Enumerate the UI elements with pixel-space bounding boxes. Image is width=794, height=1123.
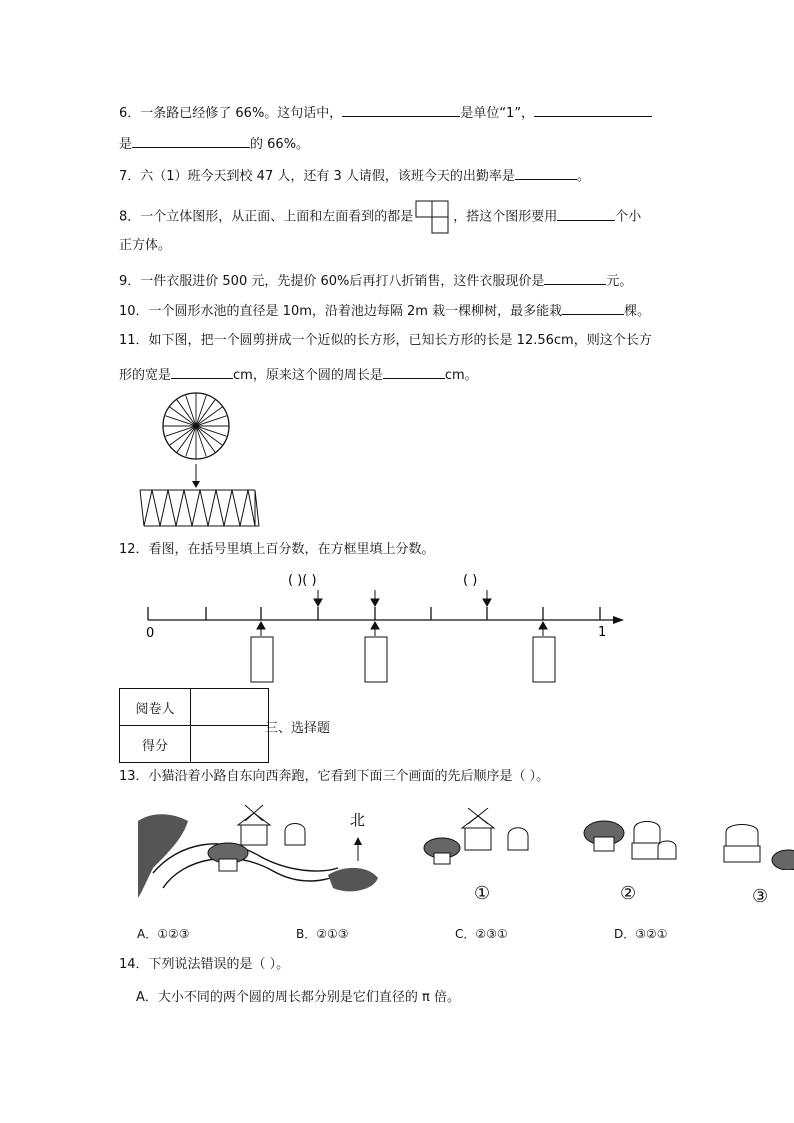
approximate-rectangle [140,490,259,526]
question-9 [119,270,632,292]
question-6 [119,102,652,124]
q6-text-a: 6．一条路已经修了 66%。这句话中， [119,106,343,121]
answer-blank[interactable] [342,102,460,117]
axis-arrow-icon [613,616,624,624]
q8-text-a: 8．一个立体图形，从正面、上面和左面看到的都是 [119,209,414,225]
scene-3-number: ③ [752,886,769,907]
question-8 [119,200,641,234]
scene-1-picture [420,808,535,868]
up-arrow-icon [257,622,265,629]
q10-text-b: 棵。 [624,304,651,319]
q11-text-d: cm。 [444,368,478,383]
down-arrow-icon [314,599,322,606]
q6-text-c: 是 [119,137,133,152]
q6-text-d: 的 66%。 [250,137,310,152]
score-field[interactable] [191,726,269,763]
question-13 [119,767,549,787]
q14-text: 14．下列说法错误的是（ ）。 [119,957,290,972]
north-arrow-icon [354,837,362,861]
question-8-cont [119,236,171,256]
q11-text-a: 11．如下图，把一个圆剪拼成一个近似的长方形，已知长方形的长是 12.56cm，则这个长方 [119,333,652,348]
scene-2-number: ② [620,883,637,904]
q10-text-a: 10．一个圆形水池的直径是 10m，沿着池边每隔 2m 栽一棵柳树，最多能栽 [119,304,563,319]
q7-text-b: 。 [576,169,590,184]
paren-pair-1: ( )( ) [288,573,317,588]
tree-cluster [138,814,188,898]
q8-text-d: 正方体。 [119,238,172,253]
answer-blank[interactable] [132,133,250,148]
down-arrow-icon [192,464,200,488]
reviewer-label: 阅卷人 [120,689,191,726]
paren-2: ( ) [463,573,478,588]
down-arrows [314,590,491,606]
up-arrows [257,622,547,636]
up-arrow-icon [539,622,547,629]
fraction-box[interactable] [251,637,273,682]
q8-text-c: 个小 [615,209,642,225]
scene-3-picture [718,820,794,870]
q7-text-a: 7．六（1）班今天到校 47 人，还有 3 人请假，该班今天的出勤率是 [119,169,515,184]
question-12 [119,540,435,560]
label-zero: 0 [146,626,155,641]
q9-text-a: 9．一件衣服进价 500 元，先提价 60%后再打八折销售，这件衣服现价是 [119,274,545,289]
option-d[interactable]: D．③②① [614,927,668,941]
up-arrow-icon [371,622,379,629]
question-10 [119,300,650,322]
tree-cluster [328,868,378,892]
q11-text-b: 形的宽是 [119,368,172,383]
mushroom-house-icon [208,843,248,871]
path-map-picture [133,803,383,906]
answer-blank[interactable] [171,364,233,379]
question-11 [119,331,652,351]
question-14 [119,955,289,975]
question-7 [119,165,590,187]
down-arrow-icon [483,599,491,606]
q12-text: 12．看图，在括号里填上百分数，在方框里填上分数。 [119,542,435,557]
scene-2-picture [578,815,688,865]
down-arrow-icon [371,599,379,606]
three-squares-view-icon [415,200,451,234]
windmill-house-icon [238,805,270,845]
q13-text: 13．小猫沿着小路自东向西奔跑，它看到下面三个画面的先后顺序是（ ）。 [119,769,550,784]
answer-blank[interactable] [562,300,624,315]
number-line-figure [140,570,640,688]
fraction-box[interactable] [533,637,555,682]
section-title: 三、选择题 [265,721,331,736]
q6-text-b: 是单位“1”， [460,106,535,121]
scene-1-number: ① [474,883,491,904]
score-box [119,688,269,763]
answer-blank[interactable] [383,364,445,379]
option-a[interactable]: A．①②③ [137,927,190,941]
answer-blank[interactable] [534,102,652,117]
number-line [148,607,615,620]
road-edge [163,858,343,888]
question-11-cont [119,364,478,386]
dome-house-icon [285,824,305,846]
option-b[interactable]: B．②①③ [296,927,349,941]
north-label: 北 [350,811,366,829]
q14-option-a[interactable]: A．大小不同的两个圆的周长都分别是它们直径的 π 倍。 [136,990,460,1005]
answer-blank[interactable] [515,165,577,180]
label-one: 1 [598,625,607,640]
question-6-cont [119,133,309,155]
answer-blank[interactable] [557,206,615,221]
sector-circle [163,393,229,459]
option-c[interactable]: C．②③① [455,927,508,941]
circle-to-rectangle-figure [130,388,270,533]
q8-text-b: ，搭这个图形要用 [453,209,558,225]
answer-blank[interactable] [544,270,606,285]
score-label: 得分 [120,726,191,763]
fraction-box[interactable] [365,637,387,682]
q11-text-c: cm，原来这个圆的周长是 [233,368,383,383]
q9-text-b: 元。 [606,274,633,289]
reviewer-field[interactable] [191,689,269,726]
